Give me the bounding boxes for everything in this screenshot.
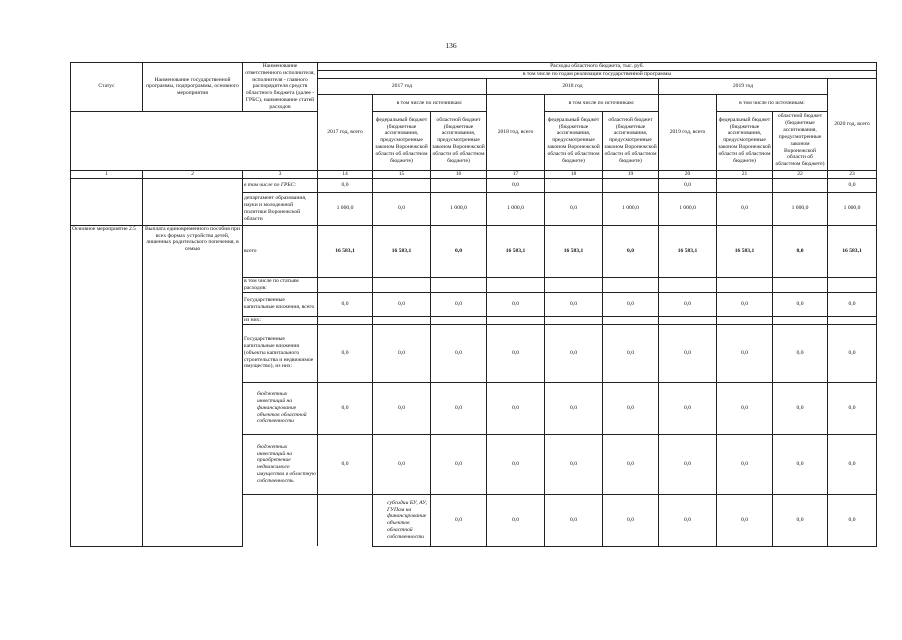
row-label: в том числе по ГРБС:: [243, 178, 318, 192]
header-row-5: [71, 111, 877, 170]
cell-value: 0,0: [318, 434, 373, 494]
cell-value: 0,0: [659, 494, 717, 546]
header-year-2018: 2018 год: [487, 79, 659, 95]
cell-value: [773, 277, 828, 292]
cell-value: 0,0: [717, 192, 773, 225]
cell-value: [603, 316, 659, 324]
cell-value: [487, 316, 545, 324]
cell-value: [603, 277, 659, 292]
cell-value: 0,0: [717, 324, 773, 382]
cell-value: 0,0: [603, 292, 659, 316]
header-sources-2019: в том числе по источникам:: [717, 95, 828, 111]
cell-value: 0,0: [431, 382, 487, 434]
cell-value: 0,0: [603, 434, 659, 494]
header-expenses-title: Расходы областного бюджета, тыс. руб.: [318, 63, 877, 71]
budget-table: [70, 62, 877, 547]
cell-value: 0,0: [773, 382, 828, 434]
cell-value: [487, 277, 545, 292]
cell-value: 0,0: [717, 434, 773, 494]
header-regional-2019: областной бюджет (бюджетные ассигнования, предусмотренные законом Воронежской области об областном бюджете): [773, 111, 828, 170]
cell-value: [773, 316, 828, 324]
cell-value: [545, 277, 603, 292]
header-federal-2017: федеральный бюджет (бюджетные ассигнования, предусмотренные законом Воронежской области об областном бюджете): [373, 111, 431, 170]
cell-value: [717, 178, 773, 192]
cell-value: 1 000,0: [773, 192, 828, 225]
cell-value: [318, 277, 373, 292]
cell-value: 16 583,1: [487, 225, 545, 277]
column-number: 14: [318, 170, 373, 178]
row-label: бюджетных инвестиций на приобретение недвижимого имущества в областную собственность: [243, 434, 318, 494]
cell-value: [828, 316, 877, 324]
row-status: Основное мероприятие 2.5: [71, 225, 143, 546]
cell-value: 0,0: [828, 434, 877, 494]
cell-value: 0,0: [318, 382, 373, 434]
header-status: Статус: [71, 63, 143, 112]
cell-value: 0,0: [603, 324, 659, 382]
cell-value: 0,0: [545, 292, 603, 316]
table-row: [71, 178, 877, 192]
column-number: 2: [143, 170, 243, 178]
cell-value: 0,0: [717, 382, 773, 434]
cell-value: 1 000,0: [431, 192, 487, 225]
row-label: всего: [243, 225, 318, 277]
row-label: субсидии БУ, АУ, ГУПам на финансирование объектов областной собственности: [373, 494, 431, 546]
cell-value: 0,0: [545, 382, 603, 434]
header-total-2018: 2018 год, всего: [487, 95, 545, 170]
header-program-name: Наименование государственной программы, подпрограммы, основного мероприятия: [143, 63, 243, 112]
cell-value: 0,0: [545, 324, 603, 382]
header-federal-2019: федеральный бюджет (бюджетные ассигнования, предусмотренные законом Воронежской области об областном бюджете): [717, 111, 773, 170]
header-year-2019: 2019 год: [659, 79, 828, 95]
cell-value: [659, 277, 717, 292]
cell-value: 0,0: [431, 494, 487, 546]
page-number: 136: [445, 41, 457, 50]
column-number: 16: [431, 170, 487, 178]
cell-value: 0,0: [717, 494, 773, 546]
cell-value: [318, 316, 373, 324]
column-number: 22: [773, 170, 828, 178]
cell-value: 0,0: [603, 225, 659, 277]
cell-value: 0,0: [828, 324, 877, 382]
column-number: 3: [243, 170, 318, 178]
cell-value: 0,0: [717, 292, 773, 316]
column-number: 21: [717, 170, 773, 178]
cell-value: 0,0: [773, 494, 828, 546]
column-number: 17: [487, 170, 545, 178]
cell-value: 0,0: [318, 324, 373, 382]
cell-value: 0,0: [373, 434, 431, 494]
cell-value: 0,0: [431, 292, 487, 316]
cell-value: 0,0: [773, 434, 828, 494]
row-label: Государственные капитальные вложения (объекты капитального строительства и недвижимое имущество), из них:: [243, 324, 318, 382]
cell-value: 0,0: [659, 434, 717, 494]
cell-value: 1 000,0: [659, 192, 717, 225]
cell-value: 0,0: [659, 178, 717, 192]
column-number: 19: [603, 170, 659, 178]
cell-value: 0,0: [603, 494, 659, 546]
cell-value: 0,0: [431, 434, 487, 494]
cell-value: 0,0: [545, 494, 603, 546]
cell-value: 1 000,0: [487, 192, 545, 225]
column-number: 1: [71, 170, 143, 178]
cell-value: [373, 316, 431, 324]
cell-value: [659, 316, 717, 324]
cell-value: 0,0: [373, 192, 431, 225]
cell-value: 16 583,1: [717, 225, 773, 277]
cell-value: [431, 316, 487, 324]
cell-value: 0,0: [487, 434, 545, 494]
header-executor: Наименование ответственного исполнителя, исполнителя - главного распорядителя средств областного бюджета (далее - ГРБС), наименование статей расходов: [243, 63, 318, 112]
header-federal-2018: федеральный бюджет (бюджетные ассигнования, предусмотренные законом Воронежской области об областном бюджете): [545, 111, 603, 170]
cell-value: [545, 178, 603, 192]
cell-value: 0,0: [318, 178, 373, 192]
cell-value: 0,0: [318, 292, 373, 316]
header-regional-2018: областной бюджет (бюджетные ассигнования, предусмотренные законом Воронежской области об областном бюджете): [603, 111, 659, 170]
cell-value: 0,0: [773, 292, 828, 316]
cell-value: 16 583,1: [545, 225, 603, 277]
cell-value: 16 583,1: [318, 225, 373, 277]
cell-value: 0,0: [603, 382, 659, 434]
cell-value: 16 583,1: [659, 225, 717, 277]
cell-value: [373, 178, 431, 192]
cell-value: 0,0: [773, 324, 828, 382]
cell-value: [431, 178, 487, 192]
cell-value: 0,0: [487, 494, 545, 546]
cell-value: [828, 277, 877, 292]
cell-value: 0,0: [659, 292, 717, 316]
cell-value: 0,0: [487, 292, 545, 316]
cell-value: 16 583,1: [828, 225, 877, 277]
cell-value: 0,0: [659, 382, 717, 434]
cell-value: 0,0: [487, 324, 545, 382]
cell-value: 0,0: [431, 225, 487, 277]
cell-value: 0,0: [828, 382, 877, 434]
cell-value: [773, 178, 828, 192]
cell-value: [717, 316, 773, 324]
cell-value: 0,0: [659, 324, 717, 382]
cell-value: 0,0: [545, 192, 603, 225]
header-total-2019: 2019 год, всего: [659, 95, 717, 170]
header-sources-2018: в том числе по источникам:: [545, 95, 659, 111]
header-total-2020: 2020 год, всего: [828, 79, 877, 171]
header-sources-2017: в том числе по источникам:: [373, 95, 487, 111]
column-number: 23: [828, 170, 877, 178]
table-row: [71, 225, 877, 277]
row-label: Государственные капитальные вложения, всего: [243, 292, 318, 316]
cell-value: 0,0: [373, 382, 431, 434]
cell-value: 0,0: [828, 292, 877, 316]
column-number: 18: [545, 170, 603, 178]
row-program-name: Выплата единовременного пособия при всех формах устройства детей, лишенных родительского попечения, в семью: [143, 225, 243, 546]
header-year-2017: 2017 год: [318, 79, 487, 95]
column-numbers-row: [71, 170, 877, 178]
row-label: в том числе по статьям расходов:: [243, 277, 318, 292]
header-by-years: в том числе по годам реализации государственной программы: [318, 71, 877, 79]
column-number: 20: [659, 170, 717, 178]
header-row-1: [71, 63, 877, 71]
cell-value: 1 000,0: [318, 192, 373, 225]
cell-value: 16 583,1: [373, 225, 431, 277]
cell-value: [603, 178, 659, 192]
cell-value: 0,0: [773, 225, 828, 277]
cell-value: 0,0: [431, 324, 487, 382]
cell-value: 0,0: [487, 382, 545, 434]
cell-value: [545, 316, 603, 324]
header-total-2017: 2017 год, всего: [318, 95, 373, 170]
cell-value: [431, 277, 487, 292]
cell-value: 0,0: [487, 178, 545, 192]
header-regional-2017: областной бюджет (бюджетные ассигнования, предусмотренные законом Воронежской области об областном бюджете): [431, 111, 487, 170]
cell-value: 0,0: [828, 494, 877, 546]
column-number: 15: [373, 170, 431, 178]
cell-value: 0,0: [373, 292, 431, 316]
row-label: департамент образования, науки и молодежной политики Воронежской области: [243, 192, 318, 225]
cell-value: [717, 277, 773, 292]
cell-value: 0,0: [828, 178, 877, 192]
cell-value: 0,0: [545, 434, 603, 494]
cell-value: 1 000,0: [828, 192, 877, 225]
cell-value: 0,0: [373, 324, 431, 382]
row-label: бюджетных инвестиций на финансирование объектов областной собственности: [243, 382, 318, 434]
cell-value: [373, 277, 431, 292]
cell-value: 1 000,0: [603, 192, 659, 225]
row-label: из них:: [243, 316, 318, 324]
